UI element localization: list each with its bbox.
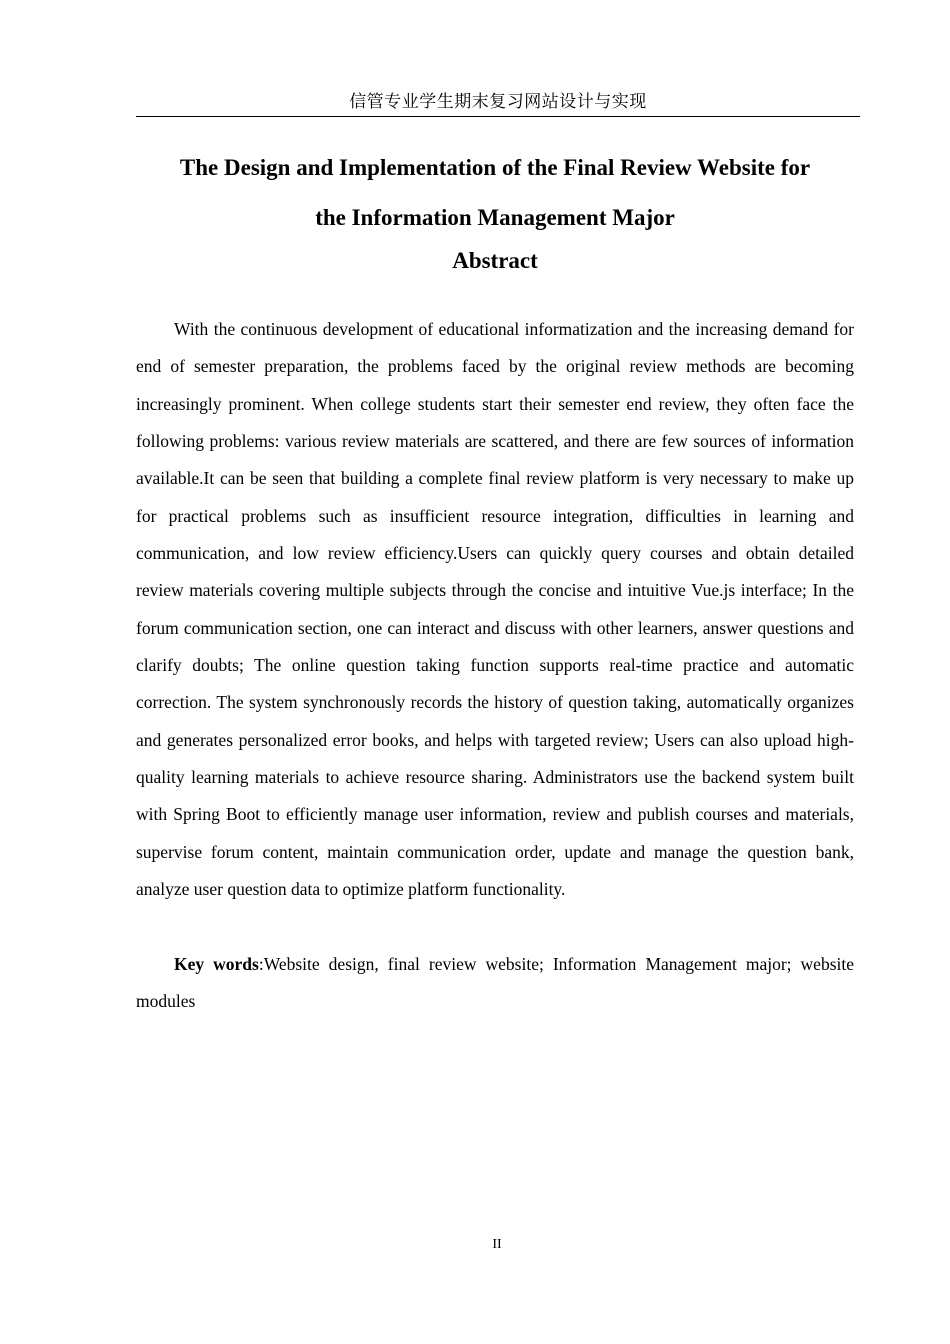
abstract-heading: Abstract	[452, 248, 538, 273]
running-header: 信管专业学生期末复习网站设计与实现	[349, 92, 647, 112]
header-divider	[136, 116, 860, 117]
abstract-paragraph: With the continuous development of educational informatization and the increasing demand for end of semester preparation, the problems faced by the original review methods are becoming increasingly prominent. When college students start their semester end review, they often face the following problems: various review materials are scattered, and there are few sources of information available.It can be seen that building a complete final review platform is very necessary to make up for practical problems such as insufficient resource integration, difficulties in learning and communication, and low review efficiency.Users can quickly query courses and obtain detailed review materials covering multiple subjects through the concise and intuitive Vue.js interface; In the forum communication section, one can interact and discuss with other learners, answer questions and clarify doubts; The online question taking function supports real-time practice and automatic correction. The system synchronously records the history of question taking, automatically organizes and generates personalized error books, and helps with targeted review; Users can also upload high-quality learning materials to achieve resource sharing. Administrators use the backend system built with Spring Boot to efficiently manage user information, review and publish courses and materials, supervise forum content, maintain communication order, update and manage the question bank, analyze user question data to optimize platform functionality.	[136, 319, 854, 900]
document-title	[120, 143, 870, 243]
keywords-paragraph	[136, 946, 854, 1021]
page-number: II	[492, 1237, 502, 1252]
keywords-label: Key words	[174, 954, 259, 974]
document-title-line-1: The Design and Implementation of the Final Review Website for	[179, 155, 811, 180]
document-title-line-2: the Information Management Major	[315, 205, 675, 230]
keywords-text: :Website design, final review website; Information Management major; website modules	[136, 954, 854, 1012]
